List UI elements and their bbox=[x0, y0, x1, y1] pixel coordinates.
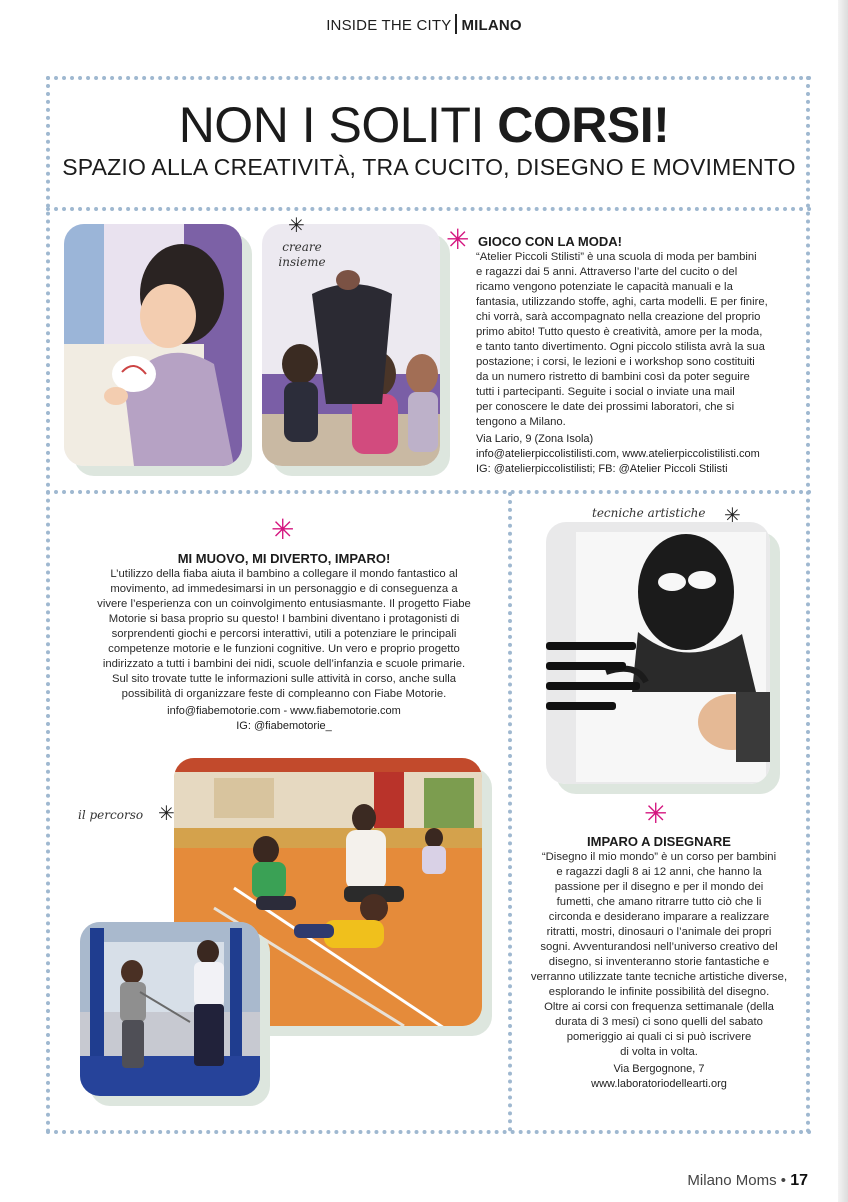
frame-top-border bbox=[46, 76, 812, 80]
text-line: ritratti, mostri, dinosauri o l’animale dei propri bbox=[546, 926, 772, 938]
text-line: vivere l’esperienza con un coinvolgimento entusiasmante. Il progetto Fiabe bbox=[97, 598, 471, 610]
asterisk-icon: ✳ bbox=[158, 803, 175, 825]
caption-il-percorso: il percorso bbox=[78, 808, 144, 822]
text-line: circonda e desiderano imparare a realizzare bbox=[548, 911, 770, 923]
web-contact: info@atelierpiccolistilisti.com, www.atelierpiccolistilisti.com bbox=[476, 448, 760, 460]
page-subtitle: SPAZIO ALLA CREATIVITÀ, TRA CUCITO, DISEGNO E MOVIMENTO bbox=[62, 154, 796, 180]
section-title-movimento: MI MUOVO, MI DIVERTO, IMPARO! bbox=[177, 551, 391, 566]
section-header bbox=[0, 14, 848, 34]
contact-movimento bbox=[64, 704, 504, 734]
contact-moda bbox=[476, 432, 806, 477]
pink-star-icon: ✳ bbox=[271, 514, 295, 545]
text-line: postazione; i corsi, le lezioni e i workshop sono costituiti bbox=[476, 356, 755, 368]
web-contact: www.laboratoriodellearti.org bbox=[591, 1078, 727, 1090]
social-contact: IG: @fiabemotorie_ bbox=[236, 720, 332, 732]
caption-line: creare bbox=[282, 240, 322, 254]
header-city: MILANO bbox=[461, 17, 522, 34]
photo-child-sewing bbox=[64, 224, 242, 466]
row-divider bbox=[46, 490, 812, 494]
title-light: NON I SOLITI bbox=[178, 97, 484, 153]
frame-right-border bbox=[806, 76, 810, 1134]
text-line: pomeriggio ai quali ci si può iscrivere bbox=[566, 1031, 752, 1043]
frame-bottom-border bbox=[46, 1130, 812, 1134]
text-line: passione per il disegno e per il mondo dei bbox=[554, 881, 764, 893]
text-line: da un numero ristretto di bambini così da poter seguire bbox=[476, 371, 750, 383]
section-body-movimento bbox=[64, 567, 504, 702]
section-body-moda bbox=[476, 250, 796, 430]
text-line: disegno, si inventeranno storie fantastiche e bbox=[548, 956, 770, 968]
footer-bullet: • bbox=[780, 1172, 787, 1189]
text-line: sogni. Avventurandosi nell’universo creativo del bbox=[540, 941, 778, 953]
section-body-disegno bbox=[516, 850, 802, 1060]
text-line: primo abito! Tutto questo è creatività, amore per la moda, bbox=[476, 326, 763, 338]
page-number: 17 bbox=[790, 1172, 808, 1189]
header-section: INSIDE THE CITY bbox=[326, 17, 452, 34]
text-line: competenze motorie e le funzioni cognitive. Un vero e proprio progetto bbox=[108, 643, 460, 655]
text-line: sorprendenti giochi e percorsi interattivi, utili a potenziare le principali bbox=[111, 628, 457, 640]
text-line: verranno utilizzate tante tecniche artistiche diverse, bbox=[530, 971, 788, 983]
address: Via Lario, 9 (Zona Isola) bbox=[476, 433, 594, 445]
text-line: e ragazzi dai 5 anni. Attraverso l’arte del cucito o del bbox=[476, 266, 738, 278]
caption-tecniche-artistiche: tecniche artistiche bbox=[592, 506, 706, 520]
text-line: di volta in volta. bbox=[620, 1046, 698, 1058]
text-line: Sul sito trovate tutte le informazioni sulle attività in corso, anche sulla bbox=[111, 673, 457, 685]
address: Via Bergognone, 7 bbox=[613, 1063, 705, 1075]
text-line: durata di 3 mesi) ci sono quelli del sabato bbox=[555, 1016, 763, 1028]
text-line: e ragazzi dagli 8 ai 12 anni, che hanno la bbox=[556, 866, 762, 878]
text-line: possibilità di organizzare feste di compleanno con Fiabe Motorie. bbox=[121, 688, 447, 700]
text-line: fumetti, che amano ritrarre tutto ciò che li bbox=[556, 896, 762, 908]
text-line: indirizzato a tutti i bambini dei nidi, scuole dell’infanzia e scuole primarie. bbox=[102, 658, 466, 670]
caption-creare-insieme bbox=[272, 240, 332, 270]
text-line: “Disegno il mio mondo” è un corso per bambini bbox=[541, 851, 777, 863]
text-line: movimento, ad immedesimarsi in un personaggio e di conseguenza a bbox=[110, 583, 458, 595]
asterisk-icon: ✳ bbox=[724, 505, 741, 527]
contact-disegno bbox=[516, 1062, 802, 1092]
page-title bbox=[0, 96, 848, 154]
web-contact: info@fiabemotorie.com - www.fiabemotorie.com bbox=[167, 705, 401, 717]
frame-left-border bbox=[46, 76, 50, 1134]
social-contact: IG: @atelierpiccolistilisti; FB: @Atelier Piccoli Stilisti bbox=[476, 463, 728, 475]
magazine-name: Milano Moms bbox=[687, 1172, 777, 1189]
page-footer bbox=[687, 1172, 808, 1190]
title-bold: CORSI! bbox=[497, 97, 670, 153]
photo-drawing bbox=[546, 522, 770, 784]
header-divider bbox=[455, 14, 457, 34]
text-line: Motorie si basa proprio su questo! I bambini diventano i protagonisti di bbox=[108, 613, 460, 625]
text-line: chi vorrà, sarà accompagnato nella creazione del proprio bbox=[476, 311, 761, 323]
caption-line: insieme bbox=[278, 255, 326, 269]
text-line: tengono a Milano. bbox=[476, 416, 566, 428]
text-line: fantasia, utilizzando stoffe, aghi, carta modelli. E per finire, bbox=[476, 296, 768, 308]
pink-star-icon: ✳ bbox=[446, 224, 470, 255]
asterisk-icon: ✳ bbox=[288, 215, 305, 237]
text-line: ricamo vengono potenziate le capacità manuali e la bbox=[476, 281, 733, 293]
photo-kids-rope bbox=[80, 922, 260, 1096]
text-line: Oltre ai corsi con frequenza settimanale (della bbox=[544, 1001, 774, 1013]
text-line: “Atelier Piccoli Stilisti” è una scuola di moda per bambini bbox=[476, 251, 757, 263]
text-line: per conoscere le date dei prossimi laboratori, che si bbox=[476, 401, 735, 413]
section-title-moda: GIOCO CON LA MODA! bbox=[478, 234, 622, 249]
text-line: tutti i partecipanti. Seguite i social o inviate una mail bbox=[476, 386, 735, 398]
section-title-disegno: IMPARO A DISEGNARE bbox=[587, 834, 731, 849]
column-divider bbox=[508, 492, 512, 1132]
pink-star-icon: ✳ bbox=[644, 798, 668, 829]
title-divider bbox=[46, 207, 812, 211]
text-line: L’utilizzo della fiaba aiuta il bambino a collegare il mondo fantastico al bbox=[110, 568, 458, 580]
text-line: e tanto tanto divertimento. Ogni piccolo stilista avrà la sua bbox=[476, 341, 765, 353]
text-line: esplorando le infinite possibilità del disegno. bbox=[548, 986, 770, 998]
